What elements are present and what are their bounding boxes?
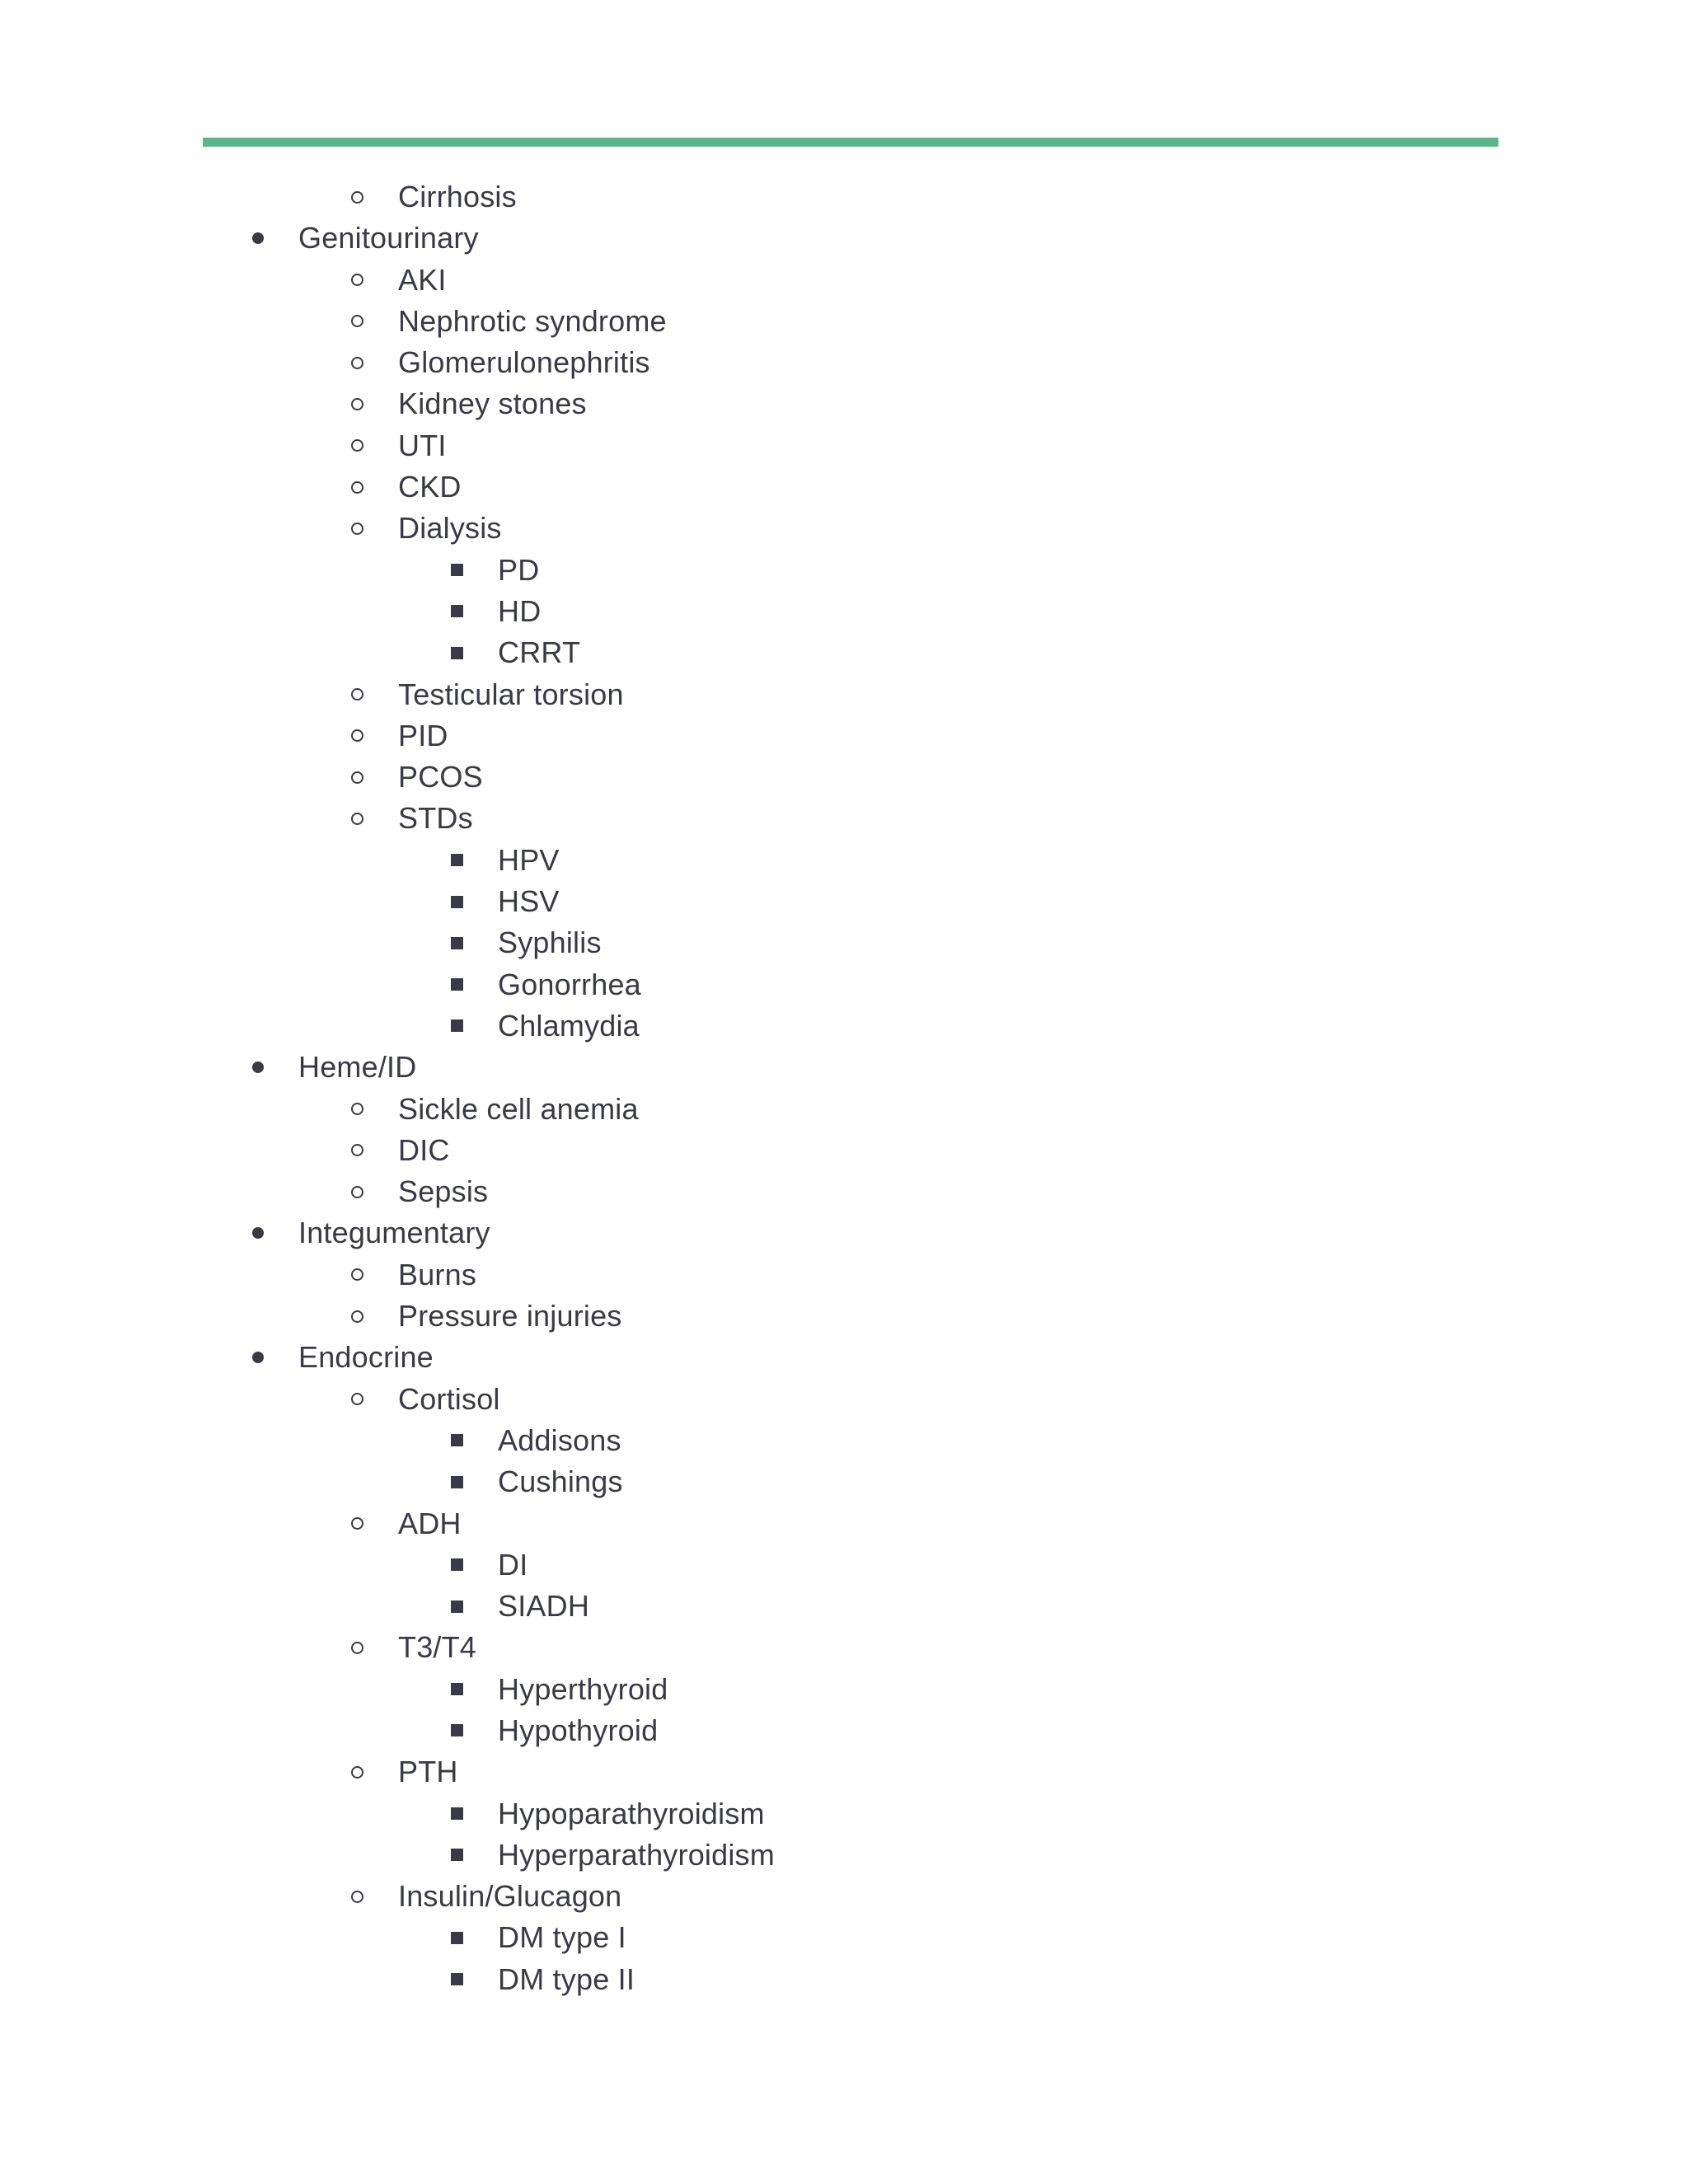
filled-dot-bullet-icon — [246, 1337, 270, 1378]
outline-item-level-3 — [0, 922, 1688, 963]
hollow-circle-bullet-icon — [345, 1089, 369, 1130]
outline-item-level-3 — [0, 1586, 1688, 1627]
hollow-circle-bullet-icon — [345, 508, 369, 549]
outline-item-label: HSV — [498, 884, 560, 919]
outline-item-level-2 — [0, 674, 1688, 715]
outline-item-label: ADH — [398, 1506, 462, 1540]
hollow-circle-bullet-icon — [345, 383, 369, 424]
hollow-circle-bullet-icon — [345, 1171, 369, 1212]
outline-item-label: Testicular torsion — [398, 677, 624, 711]
outline-item-level-2 — [0, 342, 1688, 383]
square-bullet-icon — [444, 1793, 469, 1835]
outline-item-level-2 — [0, 466, 1688, 508]
outline-item-level-3 — [0, 1959, 1688, 2000]
outline-item-label: Cushings — [498, 1465, 623, 1499]
outline-item-label: DIC — [398, 1132, 450, 1167]
outline-item-label: Syphilis — [498, 926, 602, 960]
outline-item-level-2 — [0, 1130, 1688, 1171]
hollow-circle-bullet-icon — [345, 798, 369, 839]
hollow-circle-bullet-icon — [345, 176, 369, 218]
outline-item-level-1 — [0, 1337, 1688, 1378]
outline-item-label: Sepsis — [398, 1174, 489, 1209]
outline-item-label: Insulin/Glucagon — [398, 1879, 622, 1914]
outline-item-label: Pressure injuries — [398, 1299, 622, 1333]
outline-item-level-2 — [0, 508, 1688, 549]
outline-item-level-3 — [0, 1917, 1688, 1958]
outline-item-label: Gonorrhea — [498, 967, 641, 1001]
square-bullet-icon — [444, 1544, 469, 1586]
square-bullet-icon — [444, 1835, 469, 1876]
outline-item-label: UTI — [398, 428, 447, 462]
outline-item-level-2 — [0, 1876, 1688, 1917]
outline-item-label: Kidney stones — [398, 387, 587, 421]
outline-item-level-3 — [0, 1544, 1688, 1586]
outline-item-level-2 — [0, 798, 1688, 839]
outline-item-label: DM type II — [498, 1961, 635, 1996]
outline-item-level-3 — [0, 1420, 1688, 1461]
square-bullet-icon — [444, 1461, 469, 1502]
square-bullet-icon — [444, 591, 469, 632]
outline-item-label: T3/T4 — [398, 1630, 477, 1665]
hollow-circle-bullet-icon — [345, 260, 369, 301]
outline-item-level-3 — [0, 1835, 1688, 1876]
outline-item-label: CKD — [398, 470, 462, 504]
outline-item-level-2 — [0, 1171, 1688, 1212]
hollow-circle-bullet-icon — [345, 1503, 369, 1544]
outline-item-level-3 — [0, 840, 1688, 881]
square-bullet-icon — [444, 1669, 469, 1710]
hollow-circle-bullet-icon — [345, 1130, 369, 1171]
hollow-circle-bullet-icon — [345, 674, 369, 715]
outline-item-label: Cirrhosis — [398, 180, 517, 213]
outline-item-level-2 — [0, 757, 1688, 798]
hollow-circle-bullet-icon — [345, 1876, 369, 1917]
hollow-circle-bullet-icon — [345, 1379, 369, 1420]
outline-item-label: SIADH — [498, 1589, 590, 1624]
outline-item-level-2 — [0, 1254, 1688, 1296]
outline-item-label: STDs — [398, 801, 473, 836]
hollow-circle-bullet-icon — [345, 1751, 369, 1793]
filled-dot-bullet-icon — [246, 1047, 270, 1088]
square-bullet-icon — [444, 1420, 469, 1461]
outline-item-label: Nephrotic syndrome — [398, 303, 667, 338]
outline-item-label: CRRT — [498, 635, 581, 670]
outline-item-label: DI — [498, 1547, 528, 1582]
outline-item-level-3 — [0, 1461, 1688, 1502]
outline-item-level-2 — [0, 383, 1688, 424]
outline-item-level-3 — [0, 881, 1688, 922]
outline-item-label: AKI — [398, 262, 447, 297]
hollow-circle-bullet-icon — [345, 757, 369, 798]
outline-item-level-3 — [0, 632, 1688, 673]
outline-item-level-1 — [0, 1047, 1688, 1088]
square-bullet-icon — [444, 632, 469, 673]
outline-item-label: HPV — [498, 842, 560, 877]
square-bullet-icon — [444, 964, 469, 1005]
hollow-circle-bullet-icon — [345, 1627, 369, 1668]
outline-item-level-2 — [0, 301, 1688, 342]
outline-item-level-3 — [0, 1005, 1688, 1047]
filled-dot-bullet-icon — [246, 218, 270, 259]
outline-item-level-2 — [0, 1089, 1688, 1130]
outline-item-label: Addisons — [498, 1422, 621, 1457]
square-bullet-icon — [444, 1586, 469, 1627]
hollow-circle-bullet-icon — [345, 715, 369, 757]
square-bullet-icon — [444, 1005, 469, 1047]
outline-item-label: Burns — [398, 1257, 477, 1291]
outline-item-label: PD — [498, 552, 540, 587]
square-bullet-icon — [444, 840, 469, 881]
hollow-circle-bullet-icon — [345, 1296, 369, 1337]
outline-item-label: Heme/ID — [298, 1050, 417, 1085]
outline-item-level-2 — [0, 1379, 1688, 1420]
square-bullet-icon — [444, 1710, 469, 1751]
outline-item-level-2 — [0, 1751, 1688, 1793]
hollow-circle-bullet-icon — [345, 1254, 369, 1296]
outline-list — [0, 176, 1688, 2000]
outline-item-level-3 — [0, 591, 1688, 632]
outline-item-label: Integumentary — [298, 1216, 490, 1250]
outline-item-level-3 — [0, 964, 1688, 1005]
square-bullet-icon — [444, 1917, 469, 1958]
outline-item-label: Glomerulonephritis — [398, 345, 650, 380]
outline-item-label: DM type I — [498, 1920, 626, 1955]
outline-item-label: Cortisol — [398, 1381, 500, 1416]
outline-item-label: Dialysis — [398, 511, 502, 546]
outline-item-label: Chlamydia — [498, 1008, 640, 1043]
square-bullet-icon — [444, 550, 469, 591]
outline-item-label: PTH — [398, 1755, 458, 1789]
outline-item-level-2 — [0, 1503, 1688, 1544]
outline-item-label: Hyperthyroid — [498, 1671, 668, 1706]
outline-item-level-3 — [0, 1669, 1688, 1710]
outline-item-level-1 — [0, 1212, 1688, 1254]
hollow-circle-bullet-icon — [345, 301, 369, 342]
outline-item-level-2 — [0, 715, 1688, 757]
outline-item-level-3 — [0, 550, 1688, 591]
hollow-circle-bullet-icon — [345, 425, 369, 466]
outline-item-label: PCOS — [398, 760, 483, 794]
outline-item-level-2 — [0, 260, 1688, 301]
outline-item-label: Endocrine — [298, 1340, 434, 1375]
outline-item-label: PID — [398, 718, 448, 752]
hollow-circle-bullet-icon — [345, 466, 369, 508]
outline-item-level-2 — [0, 425, 1688, 466]
filled-dot-bullet-icon — [246, 1212, 270, 1254]
outline-item-label: Hyperparathyroidism — [498, 1837, 775, 1872]
outline-item-level-3 — [0, 1710, 1688, 1751]
header-accent-rule — [203, 138, 1498, 147]
outline-item-label: Hypoparathyroidism — [498, 1796, 765, 1830]
outline-item-label: HD — [498, 593, 542, 628]
outline-item-label: Sickle cell anemia — [398, 1091, 639, 1126]
outline-item-level-3 — [0, 1793, 1688, 1835]
square-bullet-icon — [444, 881, 469, 922]
outline-item-level-2 — [0, 1296, 1688, 1337]
outline-item-level-2 — [0, 176, 1688, 218]
hollow-circle-bullet-icon — [345, 342, 369, 383]
square-bullet-icon — [444, 922, 469, 963]
square-bullet-icon — [444, 1959, 469, 2000]
outline-item-level-2 — [0, 1627, 1688, 1668]
outline-item-label: Genitourinary — [298, 221, 479, 255]
outline-item-label: Hypothyroid — [498, 1713, 659, 1747]
outline-item-level-1 — [0, 218, 1688, 259]
